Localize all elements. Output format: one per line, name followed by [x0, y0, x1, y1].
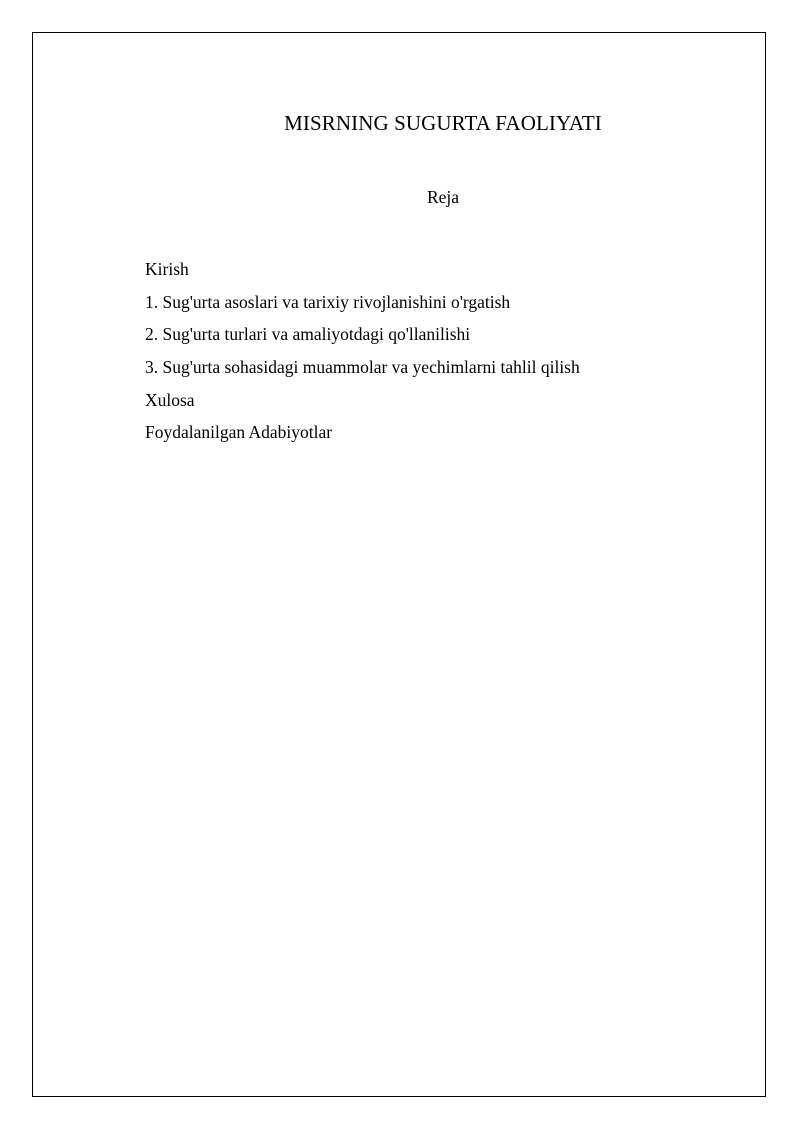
toc-item-chapter-3: 3. Sug'urta sohasidagi muammolar va yechimlarni tahlil qilish	[145, 357, 580, 378]
document-title: MISRNING SUGURTA FAOLIYATI	[284, 111, 602, 135]
toc-item-conclusion: Xulosa	[145, 389, 195, 410]
toc-item-chapter-1: 1. Sug'urta asoslari va tarixiy rivojlanishini o'rgatish	[145, 291, 511, 312]
toc-item-references: Foydalanilgan Adabiyotlar	[145, 422, 333, 443]
toc-item-introduction: Kirish	[145, 259, 189, 279]
toc-item-chapter-2: 2. Sug'urta turlari va amaliyotdagi qo'llanilishi	[145, 324, 471, 345]
table-of-contents	[145, 258, 580, 454]
plan-heading: Reja	[426, 187, 460, 207]
